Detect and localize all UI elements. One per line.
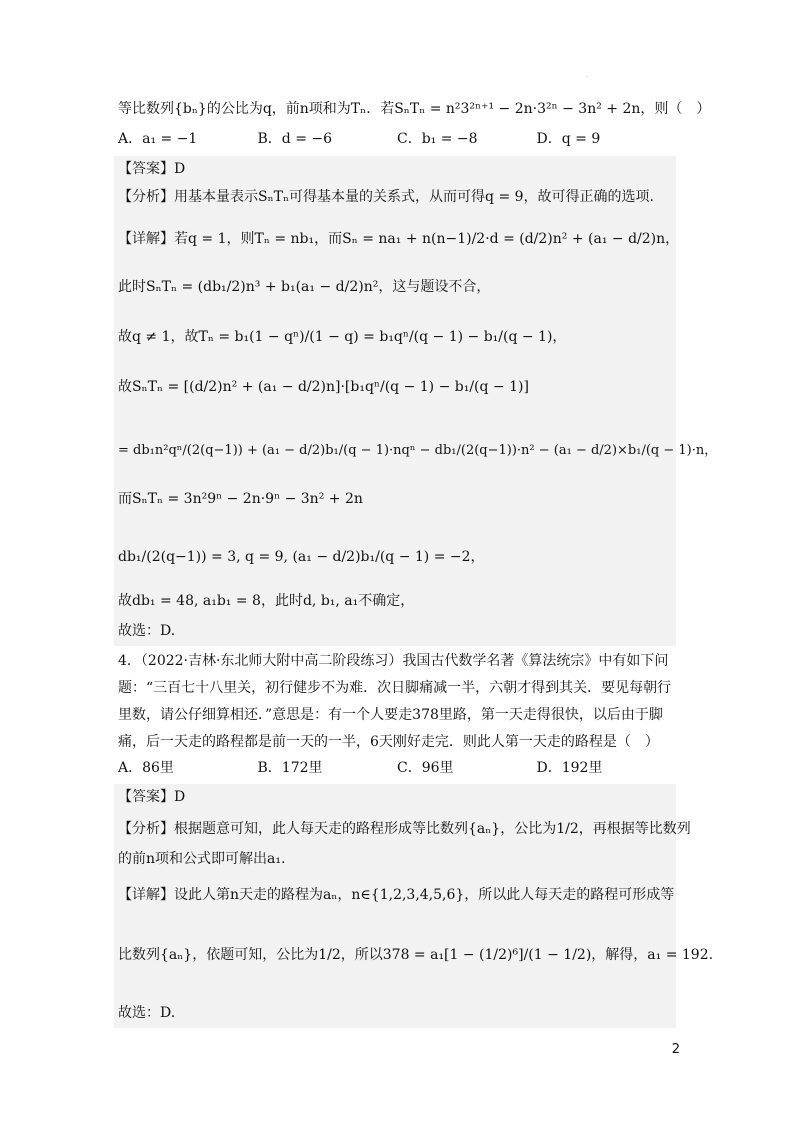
q3-answer: 【答案】D [118, 161, 186, 177]
q4-option-a: A．86里 [118, 760, 174, 776]
q4-option-c: C．96里 [397, 760, 454, 776]
q4-stem-line-1: 4．（2022·吉林·东北师大附中高二阶段练习）我国古代数学名著《算法统宗》中有如下问 [118, 653, 669, 669]
q4-detail-line-2: 比数列{aₙ}，依题可知，公比为1/2，所以378 = a₁[1 − (1/2)⁶]/(1 − 1/2)，解得，a₁ = 192. [118, 947, 714, 963]
q3-detail-line-8: 故db₁ = 48, a₁b₁ = 8，此时d, b₁, a₁不确定， [118, 593, 415, 609]
q3-detail-line-2: 此时SₙTₙ = (db₁/2)n³ + b₁(a₁ − d/2)n²，这与题设不合， [118, 279, 491, 295]
q3-detail-line-3: 故q ≠ 1，故Tₙ = b₁(1 − qⁿ)/(1 − q) = b₁qⁿ/(q − 1) − b₁/(q − 1)， [118, 329, 567, 345]
q3-option-a: A．a₁ = −1 [118, 131, 198, 147]
q4-analysis-line-1: 【分析】根据题意可知，此人每天走的路程形成等比数列{aₙ}，公比为1/2，再根据等比数列 [118, 821, 691, 837]
decorative-dot: · [586, 74, 588, 81]
page-number: 2 [671, 1042, 680, 1057]
q3-stem: 等比数列{bₙ}的公比为q，前n项和为Tₙ．若SₙTₙ = n²3²ⁿ⁺¹ − 2n·3²ⁿ − 3n² + 2n，则（ ） [118, 101, 711, 117]
q3-detail-line-4: 故SₙTₙ = [(d/2)n² + (a₁ − d/2)n]·[b₁qⁿ/(q − 1) − b₁/(q − 1)] [118, 379, 529, 395]
q4-stem-line-3: 里数，请公仔细算相还．”意思是：有一个人要走378里路，第一天走得很快，以后由于脚 [118, 707, 663, 723]
q3-detail-line-9: 故选：D. [118, 623, 176, 639]
q4-answer: 【答案】D [118, 789, 186, 805]
q3-detail-line-7: db₁/(2(q−1)) = 3, q = 9, (a₁ − d/2)b₁/(q − 1) = −2， [118, 549, 485, 565]
q4-detail-line-1: 【详解】设此人第n天走的路程为aₙ，n∈{1,2,3,4,5,6}，所以此人每天走的路程可形成等 [118, 887, 675, 903]
q3-analysis: 【分析】用基本量表示SₙTₙ可得基本量的关系式，从而可得q = 9，故可得正确的选项. [118, 189, 654, 205]
q4-stem-line-4: 痛，后一天走的路程都是前一天的一半，6天刚好走完．则此人第一天走的路程是（ ） [118, 734, 659, 750]
q3-option-c: C．b₁ = −8 [397, 131, 478, 147]
q4-options [118, 757, 676, 779]
q3-option-b: B．d = −6 [257, 131, 333, 147]
q4-detail-line-3: 故选：D. [118, 1005, 176, 1021]
q3-option-d: D．q = 9 [536, 131, 601, 147]
q3-detail-line-6: 而SₙTₙ = 3n²9ⁿ − 2n·9ⁿ − 3n² + 2n [118, 491, 363, 507]
q4-option-b: B．172里 [257, 760, 323, 776]
q3-detail-line-5: = db₁n²qⁿ/(2(q−1)) + (a₁ − d/2)b₁/(q − 1)·nqⁿ − db₁/(2(q−1))·n² − (a₁ − d/2)×b₁/(q − 1)·n， [118, 443, 718, 458]
q4-analysis-line-2: 的前n项和公式即可解出a₁. [118, 851, 286, 867]
q4-option-d: D．192里 [536, 760, 603, 776]
q3-options [118, 128, 676, 150]
q4-stem-line-2: 题：“三百七十八里关，初行健步不为难．次日脚痛减一半，六朝才得到其关．要见每朝行 [118, 680, 672, 696]
q3-detail-line-1: 【详解】若q = 1，则Tₙ = nb₁，而Sₙ = na₁ + n(n−1)/2·d = (d/2)n² + (a₁ − d/2)n， [118, 231, 680, 247]
